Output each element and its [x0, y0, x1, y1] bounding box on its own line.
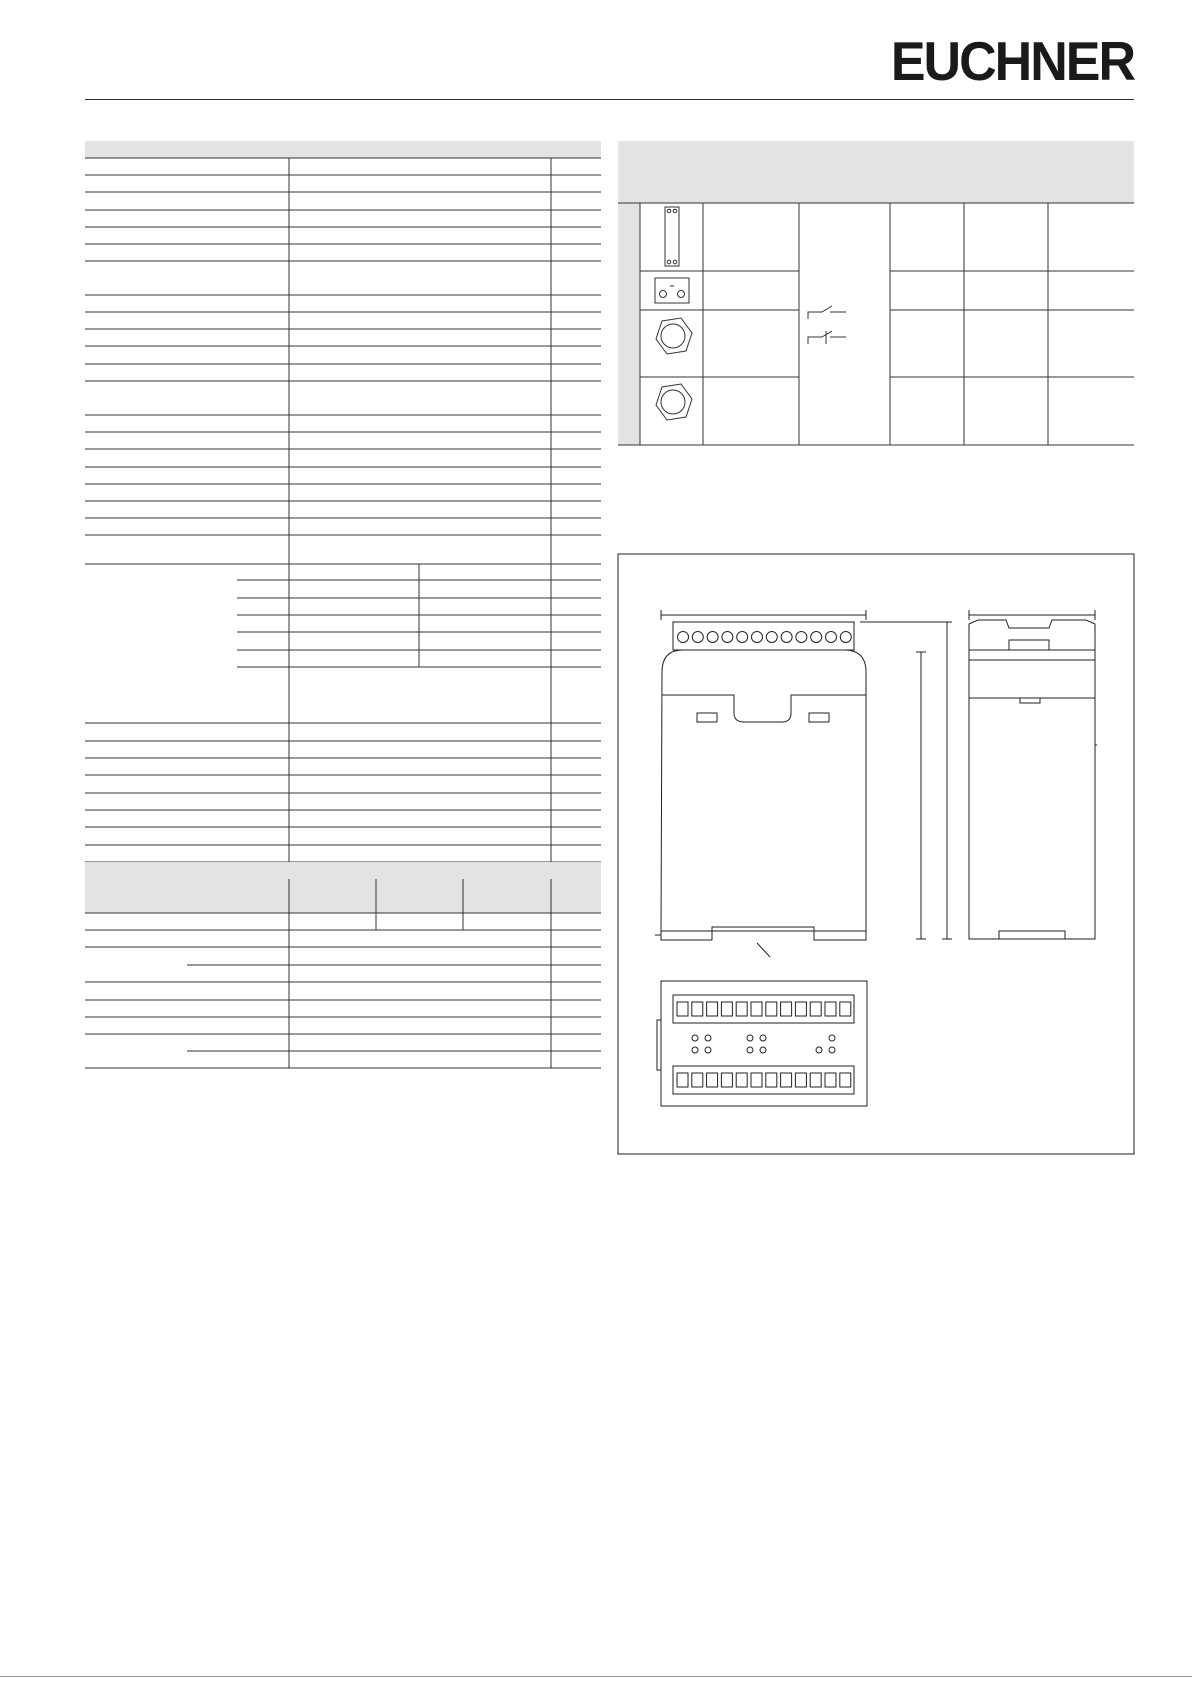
actuator-compact-image — [655, 278, 689, 303]
euchner-logo: EUCHNER — [890, 31, 1134, 93]
terminal-block — [707, 1002, 718, 1016]
terminal-hole — [707, 632, 718, 643]
terminal-block — [840, 1002, 851, 1016]
drawing-frame — [618, 554, 1134, 1154]
top-terminal-row-b — [677, 1073, 851, 1087]
terminal-block — [677, 1002, 688, 1016]
terminal-hole — [692, 632, 703, 643]
terminal-block — [751, 1073, 762, 1087]
terminal-hole — [781, 632, 792, 643]
terminal-block — [692, 1002, 703, 1016]
top-view — [657, 981, 867, 1106]
terminal-block — [721, 1073, 732, 1087]
ordering-table — [618, 141, 1134, 445]
terminal-block — [721, 1002, 732, 1016]
dimension-drawing — [618, 554, 1134, 1154]
terminal-block — [795, 1002, 806, 1016]
led-indicators — [692, 1035, 835, 1053]
terminal-block — [781, 1002, 792, 1016]
table-header-band — [85, 141, 601, 158]
top-terminal-row-a — [677, 1002, 851, 1016]
terminal-block — [766, 1073, 777, 1087]
terminal-block — [825, 1002, 836, 1016]
contact-symbol — [808, 306, 846, 344]
technical-data-table — [85, 141, 601, 1068]
terminal-hole — [811, 632, 822, 643]
ordering-table-side-band — [618, 203, 640, 445]
terminal-hole — [752, 632, 763, 643]
table-rows-section-2 — [85, 913, 601, 1068]
actuator-round-keyed-image — [656, 384, 692, 420]
terminal-block — [751, 1002, 762, 1016]
front-view — [655, 610, 952, 957]
ordering-table-header — [618, 141, 1134, 203]
terminal-block — [692, 1073, 703, 1087]
terminal-hole — [737, 632, 748, 643]
terminal-block — [707, 1073, 718, 1087]
terminal-hole — [840, 632, 851, 643]
terminal-hole — [766, 632, 777, 643]
actuator-round-image — [656, 318, 692, 354]
table-section-2-header — [85, 879, 601, 913]
terminal-block — [810, 1002, 821, 1016]
terminal-block — [810, 1073, 821, 1087]
terminal-block — [795, 1073, 806, 1087]
terminal-hole — [722, 632, 733, 643]
terminal-block — [825, 1073, 836, 1087]
footer-rule — [0, 1676, 1192, 1677]
front-terminal-holes — [678, 632, 852, 643]
terminal-hole — [678, 632, 689, 643]
terminal-hole — [826, 632, 837, 643]
terminal-hole — [796, 632, 807, 643]
side-view — [969, 610, 1097, 939]
terminal-block — [736, 1073, 747, 1087]
actuator-flat-image — [665, 207, 679, 266]
terminal-block — [766, 1002, 777, 1016]
terminal-block — [781, 1073, 792, 1087]
terminal-block — [840, 1073, 851, 1087]
terminal-block — [736, 1002, 747, 1016]
table-rows-section-1 — [85, 158, 601, 862]
terminal-block — [677, 1073, 688, 1087]
table-section-2-band — [85, 862, 601, 879]
